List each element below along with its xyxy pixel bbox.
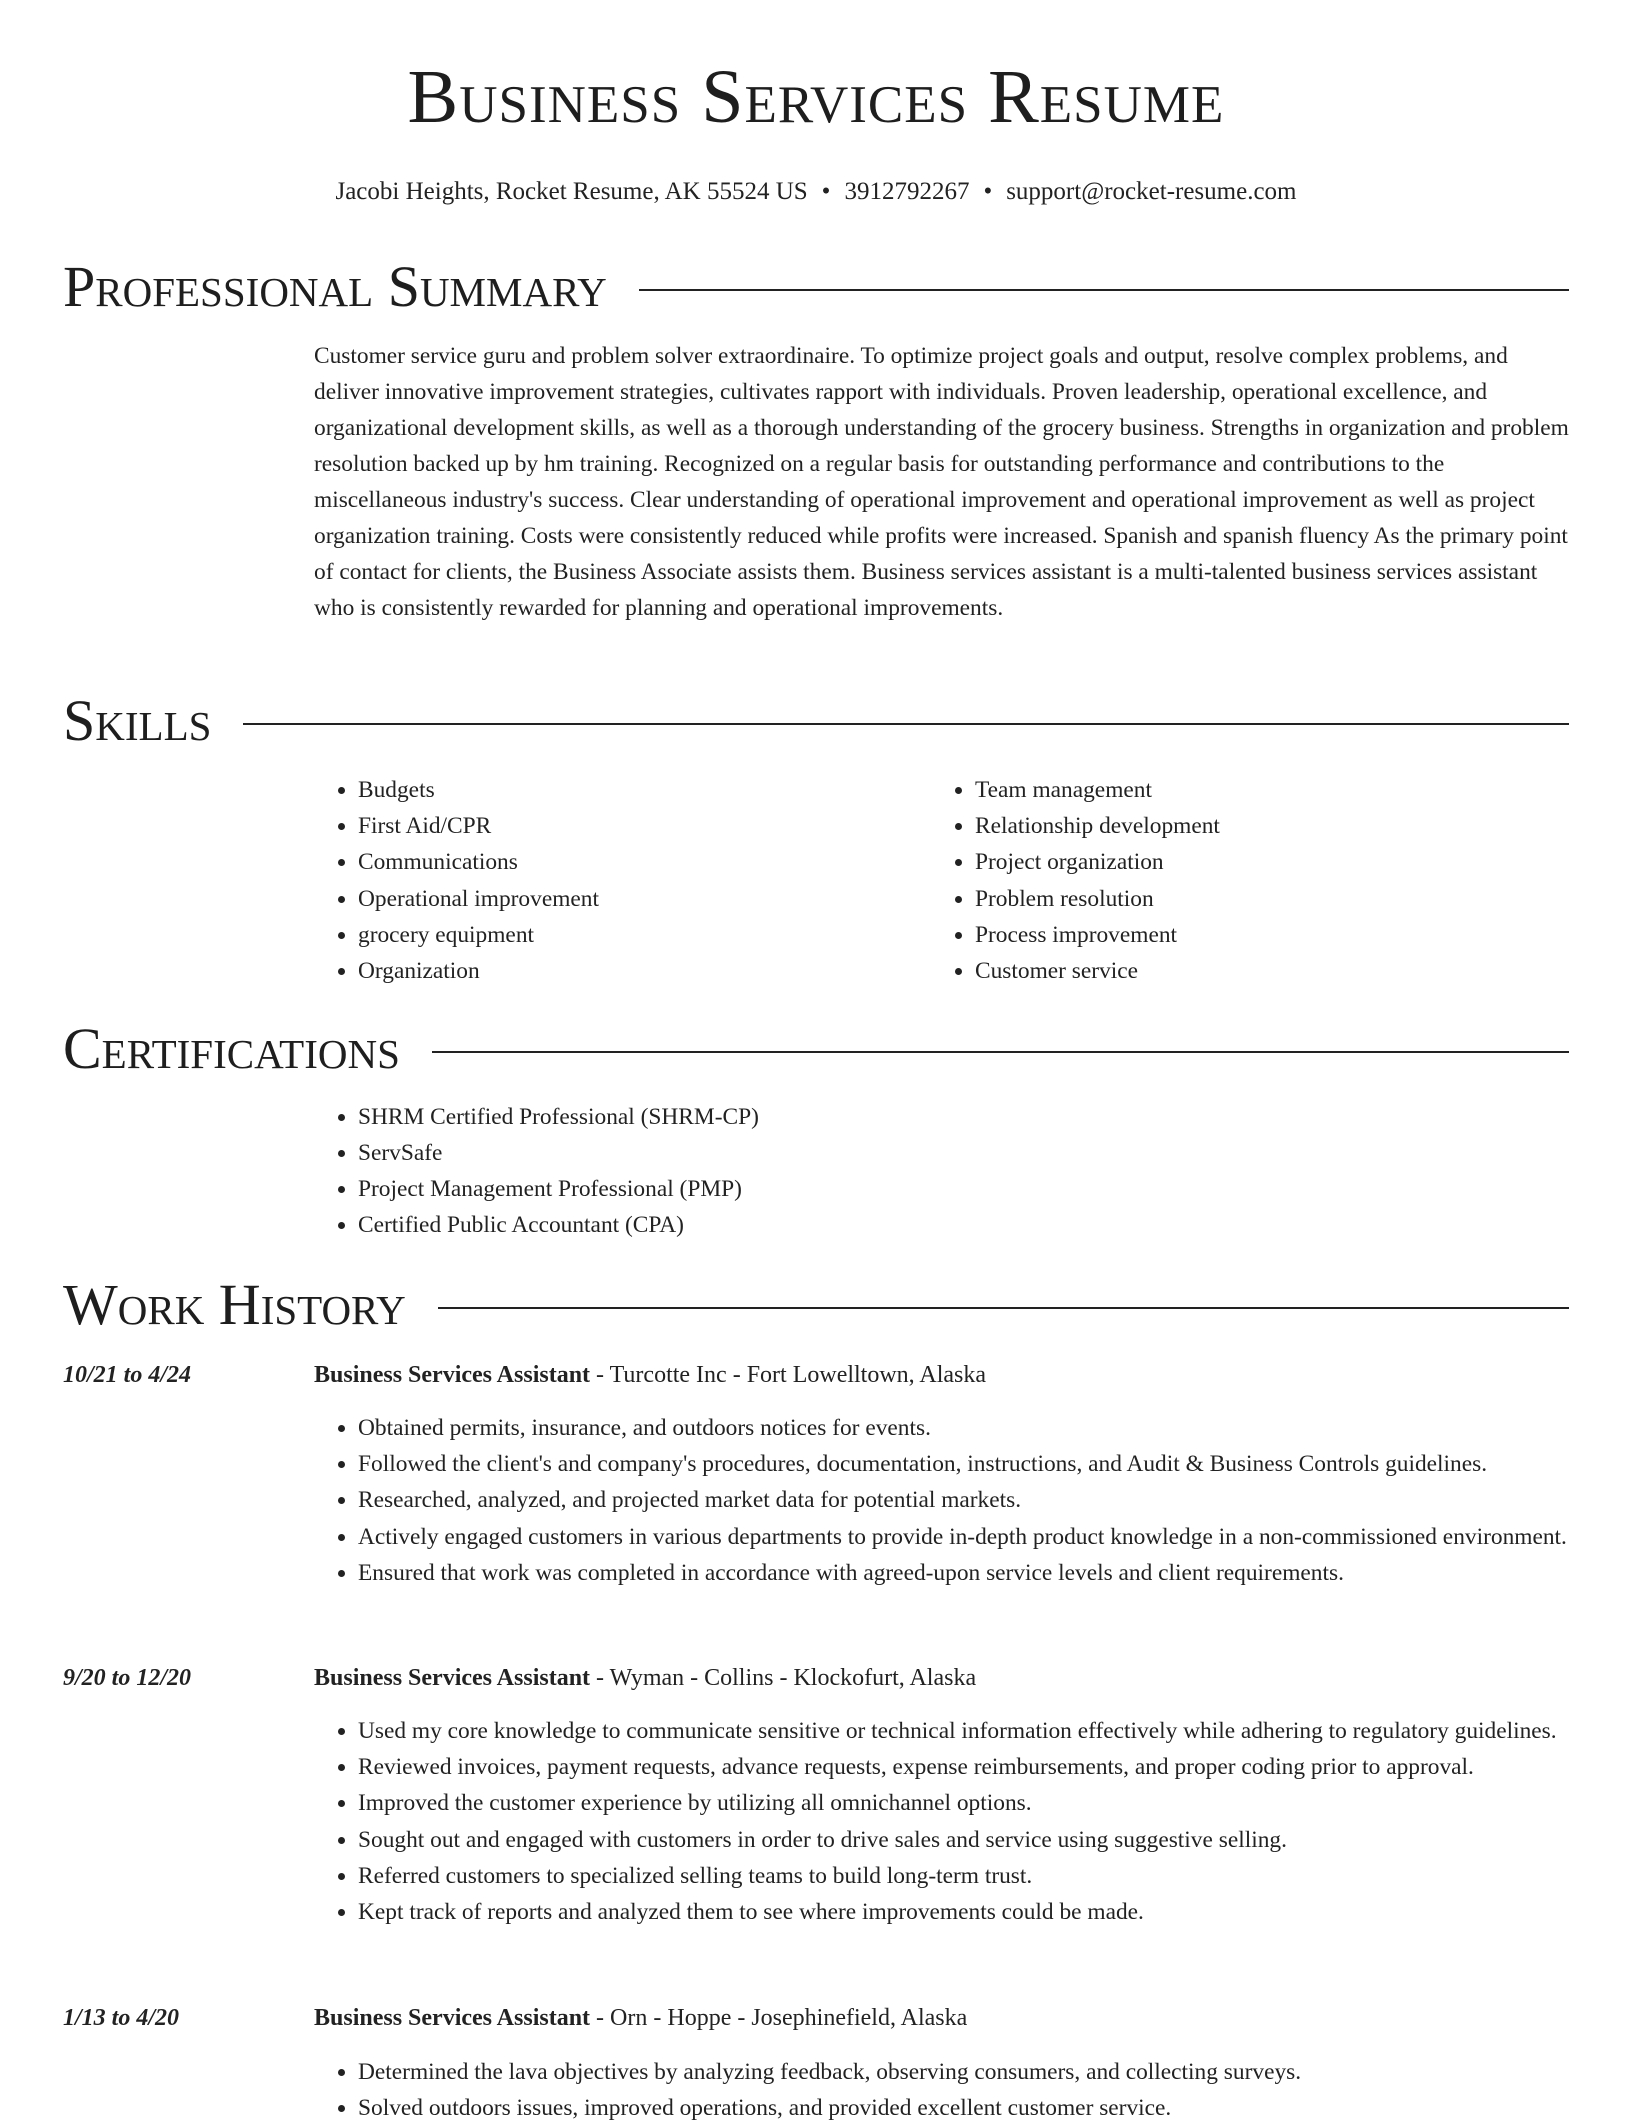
job-title: Business Services Assistant bbox=[314, 2005, 591, 2031]
job-duty-list bbox=[314, 2054, 1576, 2126]
section-heading-certifications bbox=[63, 1016, 1569, 1081]
job-duty-item: • Determined the lava objectives by analyzing feedback, observing consumers, and collecting surveys. bbox=[358, 2054, 1576, 2090]
job-duty-list bbox=[314, 1713, 1576, 1930]
job-duty-item: • Reviewed invoices, payment requests, advance requests, expense reimbursements, and proper coding prior to approval. bbox=[358, 1749, 1576, 1785]
skill-item: • Relationship development bbox=[975, 808, 1511, 844]
job-title: Business Services Assistant bbox=[314, 1665, 591, 1691]
skill-item: • Communications bbox=[358, 844, 894, 880]
contact-separator: • bbox=[983, 178, 993, 205]
section-divider bbox=[438, 1307, 1569, 1309]
contact-email[interactable]: support@rocket-resume.com bbox=[1006, 178, 1297, 205]
section-heading-work-history bbox=[63, 1272, 1569, 1337]
job-heading bbox=[314, 1662, 976, 1694]
section-divider bbox=[243, 723, 1569, 725]
job-dates: 1/13 to 4/20 bbox=[63, 2005, 180, 2031]
job-dates: 9/20 to 12/20 bbox=[63, 1665, 192, 1691]
job-duty-item: • Solved outdoors issues, improved operations, and provided excellent customer service. bbox=[358, 2090, 1576, 2126]
certification-item: • Certified Public Accountant (CPA) bbox=[358, 1207, 1514, 1243]
contact-address: Jacobi Heights, Rocket Resume, AK 55524 US bbox=[335, 178, 808, 205]
certifications-block bbox=[314, 1099, 1514, 1243]
job-heading bbox=[314, 1359, 986, 1391]
section-title-skills: Skills bbox=[63, 688, 212, 753]
skill-item: • Organization bbox=[358, 953, 894, 989]
job-duty-item: • Sought out and engaged with customers in order to drive sales and service using suggestive selling. bbox=[358, 1822, 1576, 1858]
skill-item: • First Aid/CPR bbox=[358, 808, 894, 844]
job-duties bbox=[314, 1410, 1576, 1591]
job-title: Business Services Assistant bbox=[314, 1362, 591, 1388]
job-duty-item: • Used my core knowledge to communicate sensitive or technical information effectively while adhering to regulatory guidelines. bbox=[358, 1713, 1576, 1749]
skills-column-left bbox=[314, 772, 894, 989]
certifications-list bbox=[314, 1099, 1514, 1243]
skill-item: • Problem resolution bbox=[975, 881, 1511, 917]
summary-text: Customer service guru and problem solver extraordinaire. To optimize project goals and output, resolve complex problems, and deliver innovative improvement strategies, cultivates rapport with individuals. Proven leadership, operational excellence, and organizational development skills, as well as a thorough understanding of the grocery business. Strengths in organization and problem resolution backed up by hm training. Recognized on a regular basis for outstanding performance and contributions to the miscellaneous industry's success. Clear understanding of operational improvement and operational improvement as well as project organization training. Costs were consistently reduced while profits were increased. Spanish and spanish fluency As the primary point of contact for clients, the Business Associate assists them. Business services assistant is a multi-talented business services assistant who is consistently rewarded for planning and operational improvements. bbox=[314, 343, 1569, 621]
skill-item: • grocery equipment bbox=[358, 917, 894, 953]
job-duty-item: • Referred customers to specialized selling teams to build long-term trust. bbox=[358, 1858, 1576, 1894]
job-duties bbox=[314, 1713, 1576, 1930]
section-heading-skills bbox=[63, 688, 1569, 753]
job-duty-item: • Kept track of reports and analyzed them to see where improvements could be made. bbox=[358, 1894, 1576, 1930]
section-title-work-history: Work History bbox=[63, 1272, 406, 1337]
job-duty-item: • Researched, analyzed, and projected market data for potential markets. bbox=[358, 1482, 1576, 1518]
job-company: - Wyman - Collins - Klockofurt, Alaska bbox=[590, 1665, 977, 1691]
job-company: - Turcotte Inc - Fort Lowelltown, Alaska bbox=[590, 1362, 986, 1388]
job-duty-item: • Actively engaged customers in various departments to provide in-depth product knowledge in a non-commissioned environment. bbox=[358, 1519, 1576, 1555]
section-title-summary: Professional Summary bbox=[63, 254, 607, 319]
job-duty-item: • Obtained permits, insurance, and outdoors notices for events. bbox=[358, 1410, 1576, 1446]
certification-item: • SHRM Certified Professional (SHRM-CP) bbox=[358, 1099, 1514, 1135]
skill-item: • Project organization bbox=[975, 844, 1511, 880]
job-duty-item: • Ensured that work was completed in accordance with agreed-upon service levels and client requirements. bbox=[358, 1555, 1576, 1591]
skills-list-left bbox=[314, 772, 894, 989]
section-divider bbox=[639, 289, 1569, 291]
job-dates: 10/21 to 4/24 bbox=[63, 1362, 192, 1388]
skills-column-right bbox=[931, 772, 1511, 989]
certification-item: • Project Management Professional (PMP) bbox=[358, 1171, 1514, 1207]
contact-phone: 3912792267 bbox=[844, 178, 970, 205]
contact-line bbox=[0, 176, 1632, 208]
job-duty-list bbox=[314, 1410, 1576, 1591]
certification-item: • ServSafe bbox=[358, 1135, 1514, 1171]
job-duties bbox=[314, 2054, 1576, 2126]
skill-item: • Budgets bbox=[358, 772, 894, 808]
skill-item: • Team management bbox=[975, 772, 1511, 808]
section-divider bbox=[432, 1051, 1569, 1053]
section-title-certifications: Certifications bbox=[63, 1016, 400, 1081]
resume-title: Business Services Resume bbox=[407, 55, 1225, 139]
job-duty-item: • Followed the client's and company's procedures, documentation, instructions, and Audit & Business Controls guidelines. bbox=[358, 1446, 1576, 1482]
skill-item: • Operational improvement bbox=[358, 881, 894, 917]
section-heading-summary bbox=[63, 254, 1569, 319]
skills-list-right bbox=[931, 772, 1511, 989]
job-heading bbox=[314, 2002, 967, 2034]
contact-separator: • bbox=[821, 178, 831, 205]
job-company: - Orn - Hoppe - Josephinefield, Alaska bbox=[590, 2005, 968, 2031]
skill-item: • Customer service bbox=[975, 953, 1511, 989]
skill-item: • Process improvement bbox=[975, 917, 1511, 953]
job-duty-item: • Improved the customer experience by utilizing all omnichannel options. bbox=[358, 1785, 1576, 1821]
